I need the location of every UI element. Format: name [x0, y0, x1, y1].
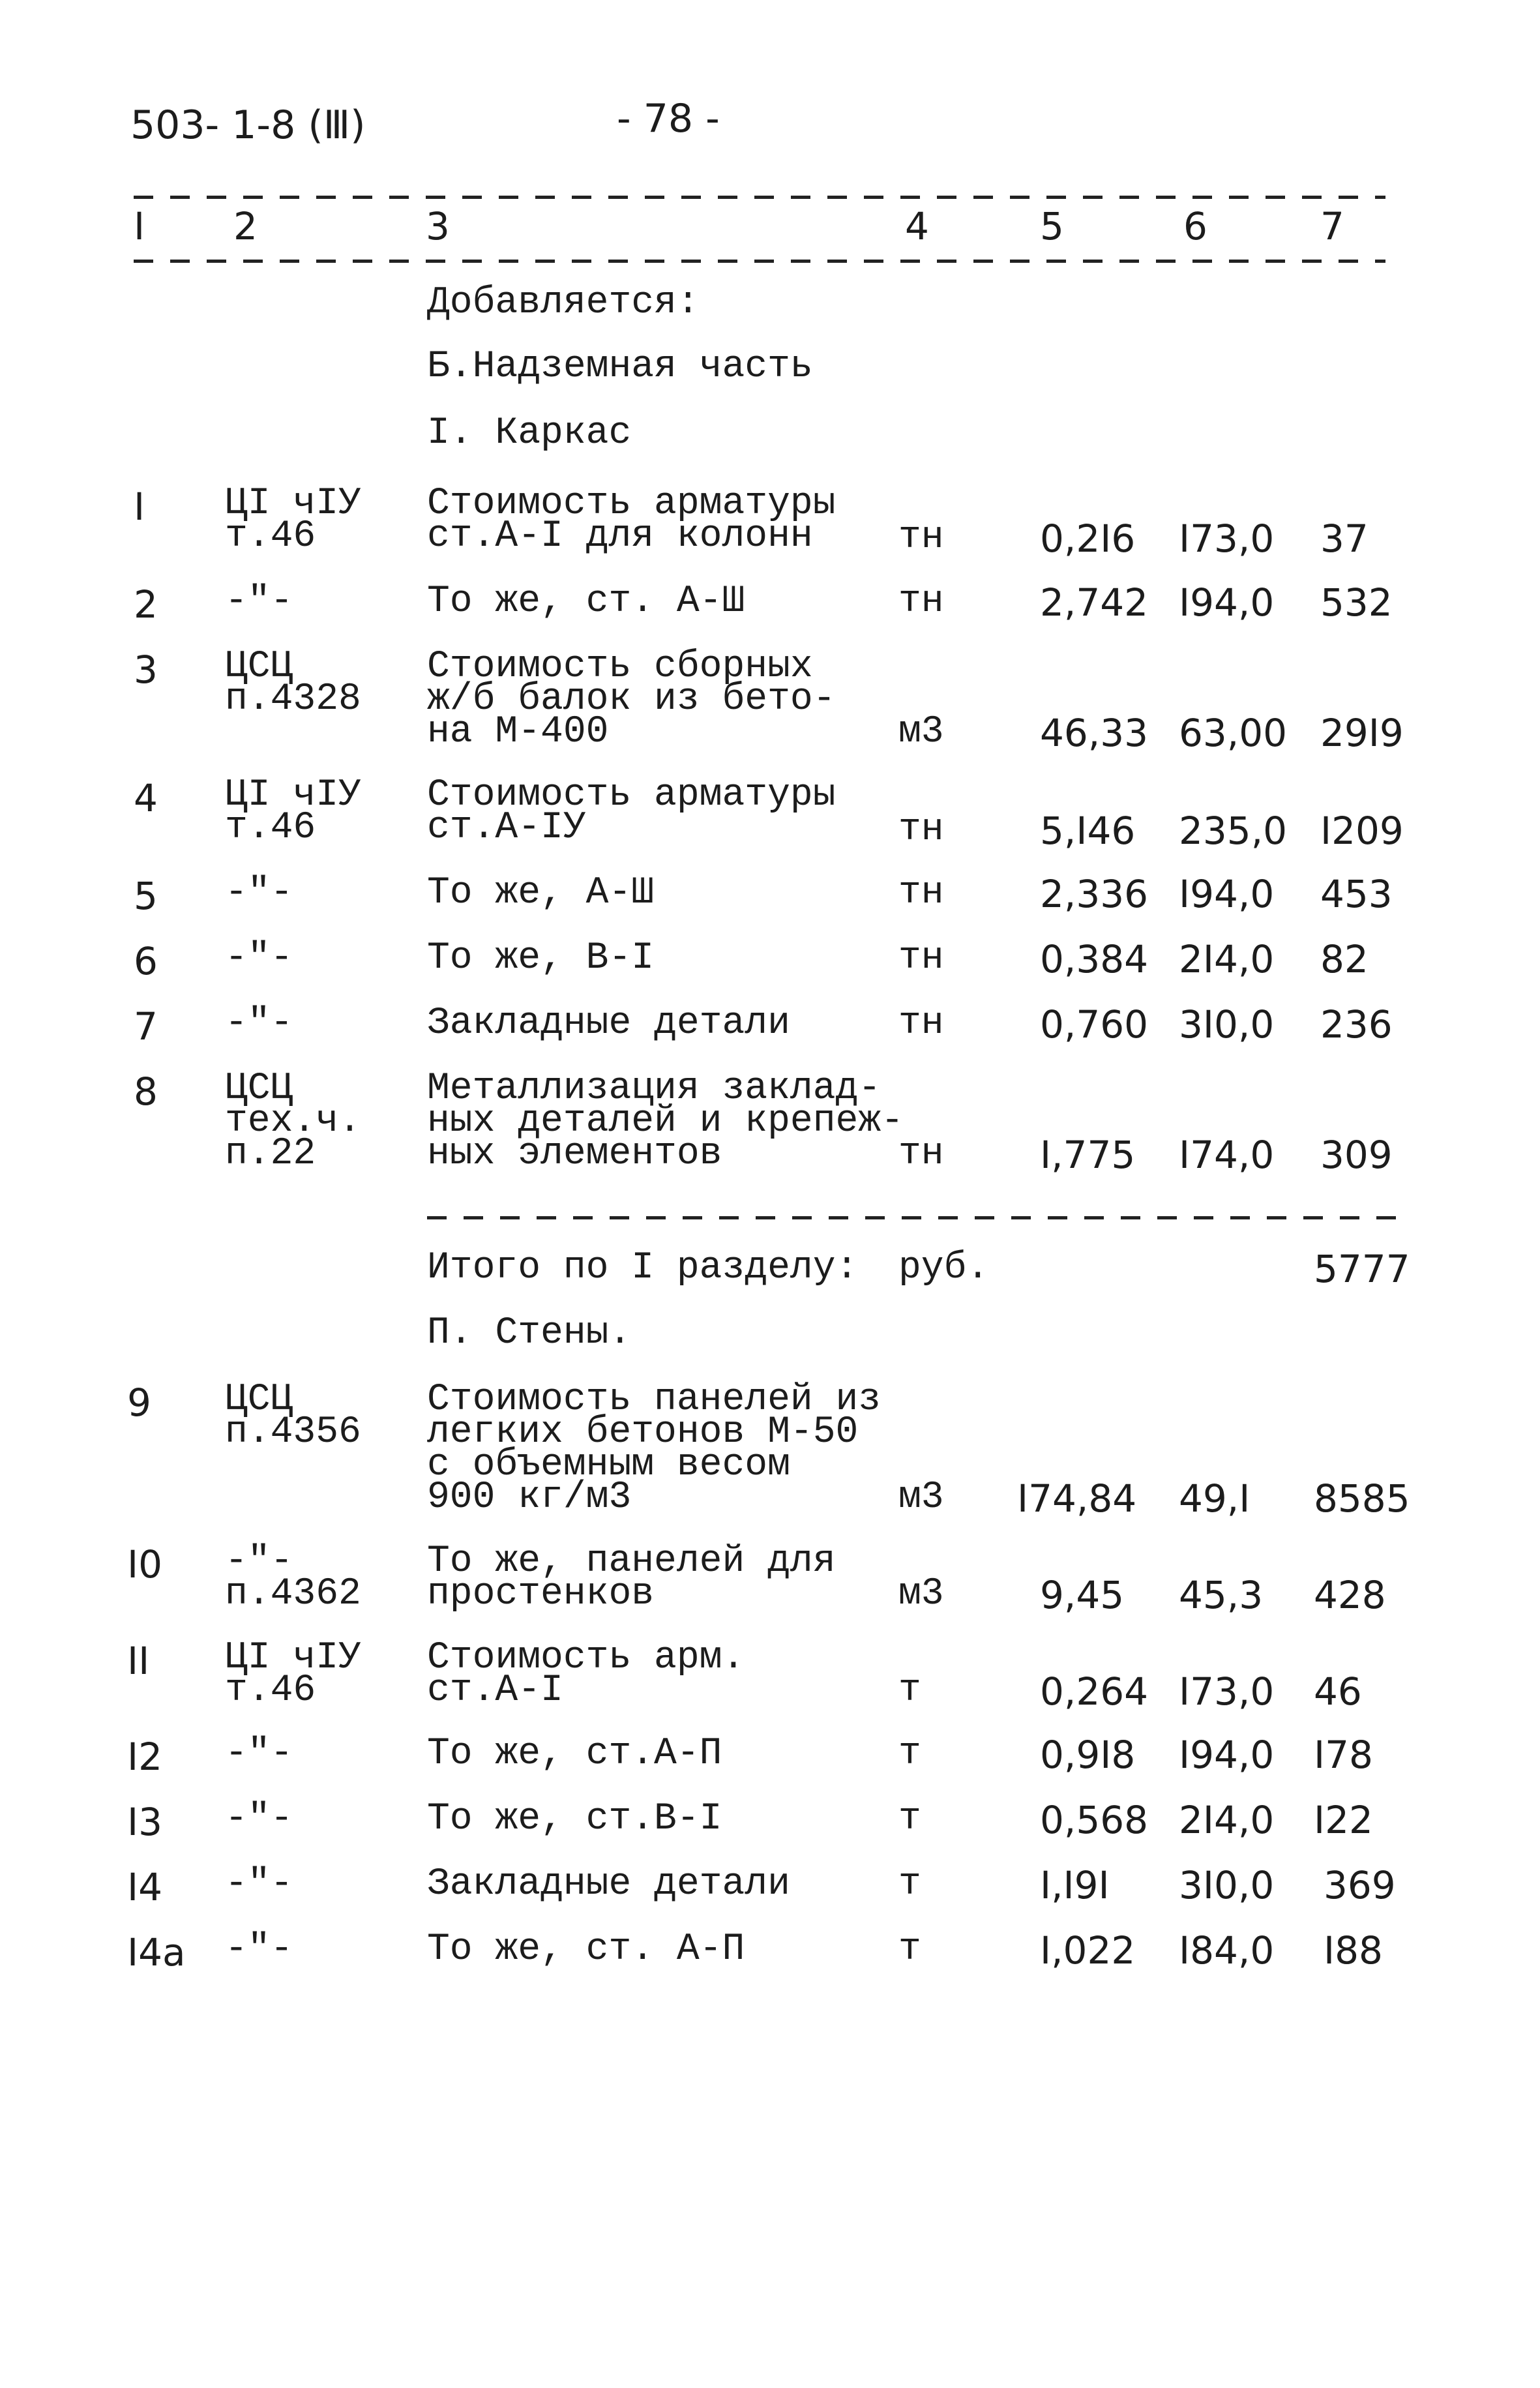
row-description: То же, ст. А-П: [427, 1928, 745, 1971]
row-price: I94,0: [1179, 1733, 1275, 1777]
row-code: ЦСЦ п.4328: [225, 646, 361, 721]
adds-heading: Добавляется:: [427, 282, 700, 324]
row-price: 45,3: [1179, 1573, 1264, 1617]
row-total: 37: [1320, 516, 1369, 561]
row-quantity: I,I9I: [1040, 1863, 1110, 1907]
row-price: I73,0: [1179, 1669, 1275, 1714]
row-quantity: 0,384: [1040, 937, 1149, 981]
col-header-6: 6: [1183, 204, 1207, 248]
row-description: Стоимость арм. ст.А-I: [427, 1637, 745, 1712]
row-code: -"-: [225, 937, 293, 979]
row-code: ЦСЦ п.4356: [225, 1379, 361, 1454]
row-quantity: 0,568: [1040, 1798, 1149, 1842]
row-code: -"-: [225, 1733, 293, 1775]
row-description: То же, А-Ш: [427, 872, 655, 914]
row-unit: тн: [898, 872, 944, 914]
row-total: 453: [1320, 872, 1393, 916]
row-total: I22: [1314, 1798, 1373, 1842]
row-unit: тн: [898, 580, 944, 623]
row-quantity: 2,742: [1040, 580, 1149, 625]
row-quantity: 9,45: [1040, 1573, 1125, 1617]
row-price: 2I4,0: [1179, 1798, 1275, 1842]
row-total: 82: [1320, 937, 1369, 981]
row-price: I94,0: [1179, 580, 1275, 625]
row-price: I73,0: [1179, 516, 1275, 561]
row-unit: м3: [898, 1476, 944, 1519]
row-price: I94,0: [1179, 872, 1275, 916]
row-price: 2I4,0: [1179, 937, 1275, 981]
row-description: То же, ст.В-I: [427, 1798, 722, 1840]
col-header-7: 7: [1320, 204, 1344, 248]
row-number: I3: [127, 1800, 163, 1844]
row-number: 3: [134, 648, 158, 692]
header-bottom-rule: [134, 260, 1385, 263]
row-code: -"-: [225, 1863, 293, 1905]
row-price: 63,00: [1179, 711, 1288, 755]
row-price: 235,0: [1179, 809, 1288, 853]
row-code: -"-: [225, 1798, 293, 1840]
subtotal-rule: [427, 1216, 1399, 1219]
row-description: То же, панелей для простенков: [427, 1540, 836, 1615]
col-header-1: I: [134, 204, 145, 248]
subtotal-unit: руб.: [898, 1247, 990, 1289]
subtotal-label: Итого по I разделу:: [427, 1247, 859, 1289]
row-quantity: 0,760: [1040, 1002, 1149, 1047]
row-description: То же, В-I: [427, 937, 655, 979]
row-code: -"-: [225, 872, 293, 914]
row-quantity: 0,9I8: [1040, 1733, 1136, 1777]
row-total: 309: [1320, 1133, 1393, 1177]
row-unit: тн: [898, 516, 944, 559]
row-quantity: I74,84: [1017, 1476, 1137, 1521]
row-unit: м3: [898, 1573, 944, 1615]
row-number: 5: [134, 874, 158, 918]
row-number: I4а: [127, 1930, 186, 1975]
row-description: То же, ст. А-Ш: [427, 580, 745, 623]
row-code: -"-: [225, 1928, 293, 1971]
row-description: Стоимость панелей из легких бетонов М-50 с объемным весом 900 кг/м3: [427, 1379, 881, 1519]
row-code: ЦI чIУ т.46: [225, 1637, 361, 1712]
row-number: 2: [134, 582, 158, 627]
row-unit: т: [898, 1669, 921, 1712]
row-unit: м3: [898, 711, 944, 753]
row-price: I74,0: [1179, 1133, 1275, 1177]
row-number: 8: [134, 1069, 158, 1114]
row-quantity: I,022: [1040, 1928, 1136, 1973]
row-description: То же, ст.А-П: [427, 1733, 722, 1775]
row-code: ЦI чIУ т.46: [225, 774, 361, 849]
row-number: I2: [127, 1735, 163, 1779]
row-description: Стоимость арматуры ст.А-I для колонн: [427, 483, 836, 558]
row-total: I209: [1320, 809, 1404, 853]
row-total: 369: [1324, 1863, 1396, 1907]
page-number: - 78 -: [617, 96, 720, 142]
row-code: -"-: [225, 580, 293, 623]
row-description: Металлизация заклад- ных деталей и крепеж- ных элементов: [427, 1067, 904, 1175]
row-total: 8585: [1314, 1476, 1410, 1521]
row-quantity: I,775: [1040, 1133, 1136, 1177]
row-unit: тн: [898, 809, 944, 851]
row-number: I4: [127, 1865, 163, 1909]
part-heading: Б.Надземная часть: [427, 346, 813, 388]
row-quantity: 0,2I6: [1040, 516, 1136, 561]
row-quantity: 46,33: [1040, 711, 1149, 755]
section-1-heading: I. Каркас: [427, 412, 632, 455]
col-header-3: 3: [426, 204, 450, 248]
section-2-heading: П. Стены.: [427, 1312, 632, 1354]
row-price: I84,0: [1179, 1928, 1275, 1973]
row-unit: тн: [898, 937, 944, 979]
row-unit: т: [898, 1733, 921, 1775]
row-number: I0: [127, 1542, 163, 1587]
row-unit: тн: [898, 1133, 944, 1175]
row-price: 49,I: [1179, 1476, 1251, 1521]
row-price: 3I0,0: [1179, 1002, 1275, 1047]
row-unit: т: [898, 1928, 921, 1971]
row-code: -"- п.4362: [225, 1540, 361, 1615]
row-description: Стоимость сборных ж/б балок из бето- на М-400: [427, 646, 836, 753]
row-number: I: [134, 485, 145, 529]
doc-code: 503- 1-8 (Ⅲ): [130, 102, 366, 148]
row-description: Закладные детали: [427, 1002, 790, 1045]
row-unit: т: [898, 1863, 921, 1905]
col-header-5: 5: [1040, 204, 1064, 248]
row-number: 7: [134, 1004, 158, 1049]
row-total: 29I9: [1320, 711, 1404, 755]
row-code: ЦI чIУ т.46: [225, 483, 361, 558]
row-quantity: 0,264: [1040, 1669, 1149, 1714]
row-quantity: 2,336: [1040, 872, 1149, 916]
subtotal-total: 5777: [1314, 1247, 1410, 1291]
col-header-2: 2: [233, 204, 258, 248]
row-quantity: 5,I46: [1040, 809, 1136, 853]
row-number: 4: [134, 776, 158, 820]
row-total: I88: [1324, 1928, 1383, 1973]
row-number: II: [127, 1639, 150, 1683]
row-number: 9: [127, 1381, 151, 1425]
row-description: Стоимость арматуры ст.А-IУ: [427, 774, 836, 849]
row-unit: тн: [898, 1002, 944, 1045]
row-total: 46: [1314, 1669, 1362, 1714]
row-code: ЦСЦ тех.ч. п.22: [225, 1067, 361, 1175]
row-total: 236: [1320, 1002, 1393, 1047]
header-top-rule: [134, 196, 1385, 199]
row-number: 6: [134, 939, 158, 983]
row-total: 428: [1314, 1573, 1386, 1617]
col-header-4: 4: [905, 204, 929, 248]
row-price: 3I0,0: [1179, 1863, 1275, 1907]
row-unit: т: [898, 1798, 921, 1840]
row-total: I78: [1314, 1733, 1373, 1777]
row-total: 532: [1320, 580, 1393, 625]
row-description: Закладные детали: [427, 1863, 790, 1905]
row-code: -"-: [225, 1002, 293, 1045]
